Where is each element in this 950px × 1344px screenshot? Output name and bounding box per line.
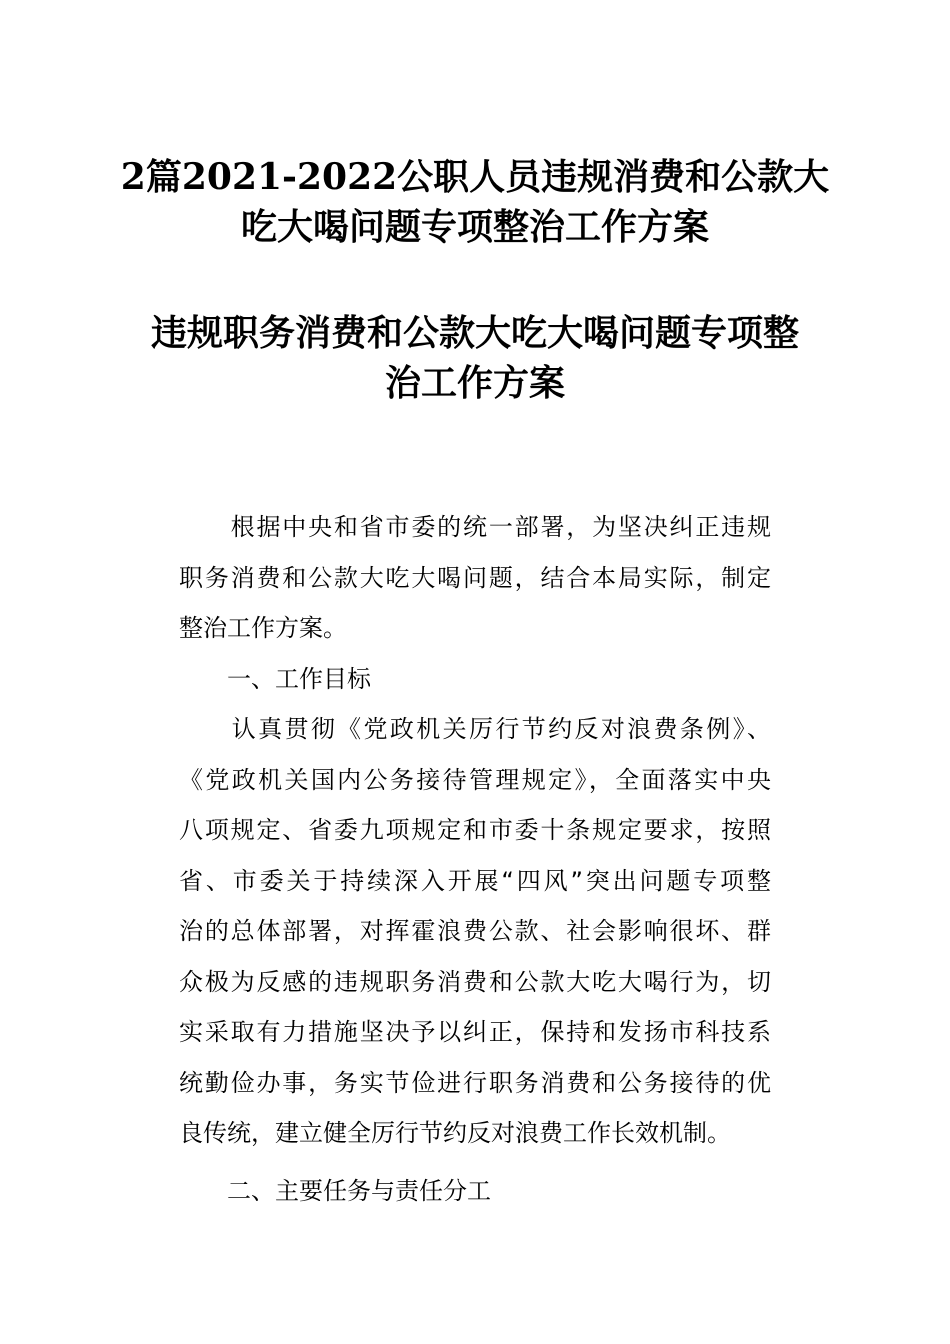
paragraph-line: 众极为反感的违规职务消费和公款大吃大喝行为，切 [179, 967, 771, 996]
paragraph-line: 《党政机关国内公务接待管理规定》，全面落实中央 [179, 765, 771, 794]
heading-work-goals: 一、工作目标 [179, 664, 371, 693]
paragraph-work-goals [179, 704, 771, 1159]
paragraph-line: 认真贯彻《党政机关厉行节约反对浪费条例》、 [179, 715, 771, 743]
paragraph-line: 八项规定、省委九项规定和市委十条规定要求，按照 [179, 816, 771, 844]
document-body [179, 502, 771, 1216]
paragraph-line: 实采取有力措施坚决予以纠正，保持和发扬市科技系 [179, 1018, 771, 1046]
paragraph-line: 统勤俭办事，务实节俭进行职务消费和公务接待的优 [179, 1068, 771, 1097]
paragraph-line: 省、市委关于持续深入开展“四风”突出问题专项整 [179, 866, 771, 895]
paragraph-line: 职务消费和公款大吃大喝问题，结合本局实际，制定 [179, 563, 771, 592]
document-title [100, 152, 850, 252]
section-title-line-2: 治工作方案 [384, 362, 565, 404]
section-title [100, 308, 850, 408]
paragraph-line: 根据中央和省市委的统一部署，为坚决纠正违规 [179, 513, 771, 541]
document-title-line-2: 吃大喝问题专项整治工作方案 [240, 206, 709, 248]
paragraph-line: 整治工作方案。 [179, 614, 347, 642]
section-title-line-1: 违规职务消费和公款大吃大喝问题专项整 [150, 312, 799, 354]
paragraph-intro [179, 502, 771, 654]
paragraph-line: 治的总体部署，对挥霍浪费公款、社会影响很坏、群 [179, 917, 771, 945]
heading-main-tasks: 二、主要任务与责任分工 [179, 1176, 491, 1205]
document-title-line-1: 2篇2021-2022公职人员违规消费和公款大 [120, 156, 830, 198]
paragraph-line: 良传统，建立健全厉行节约反对浪费工作长效机制。 [179, 1119, 731, 1147]
spacer [179, 1159, 771, 1166]
